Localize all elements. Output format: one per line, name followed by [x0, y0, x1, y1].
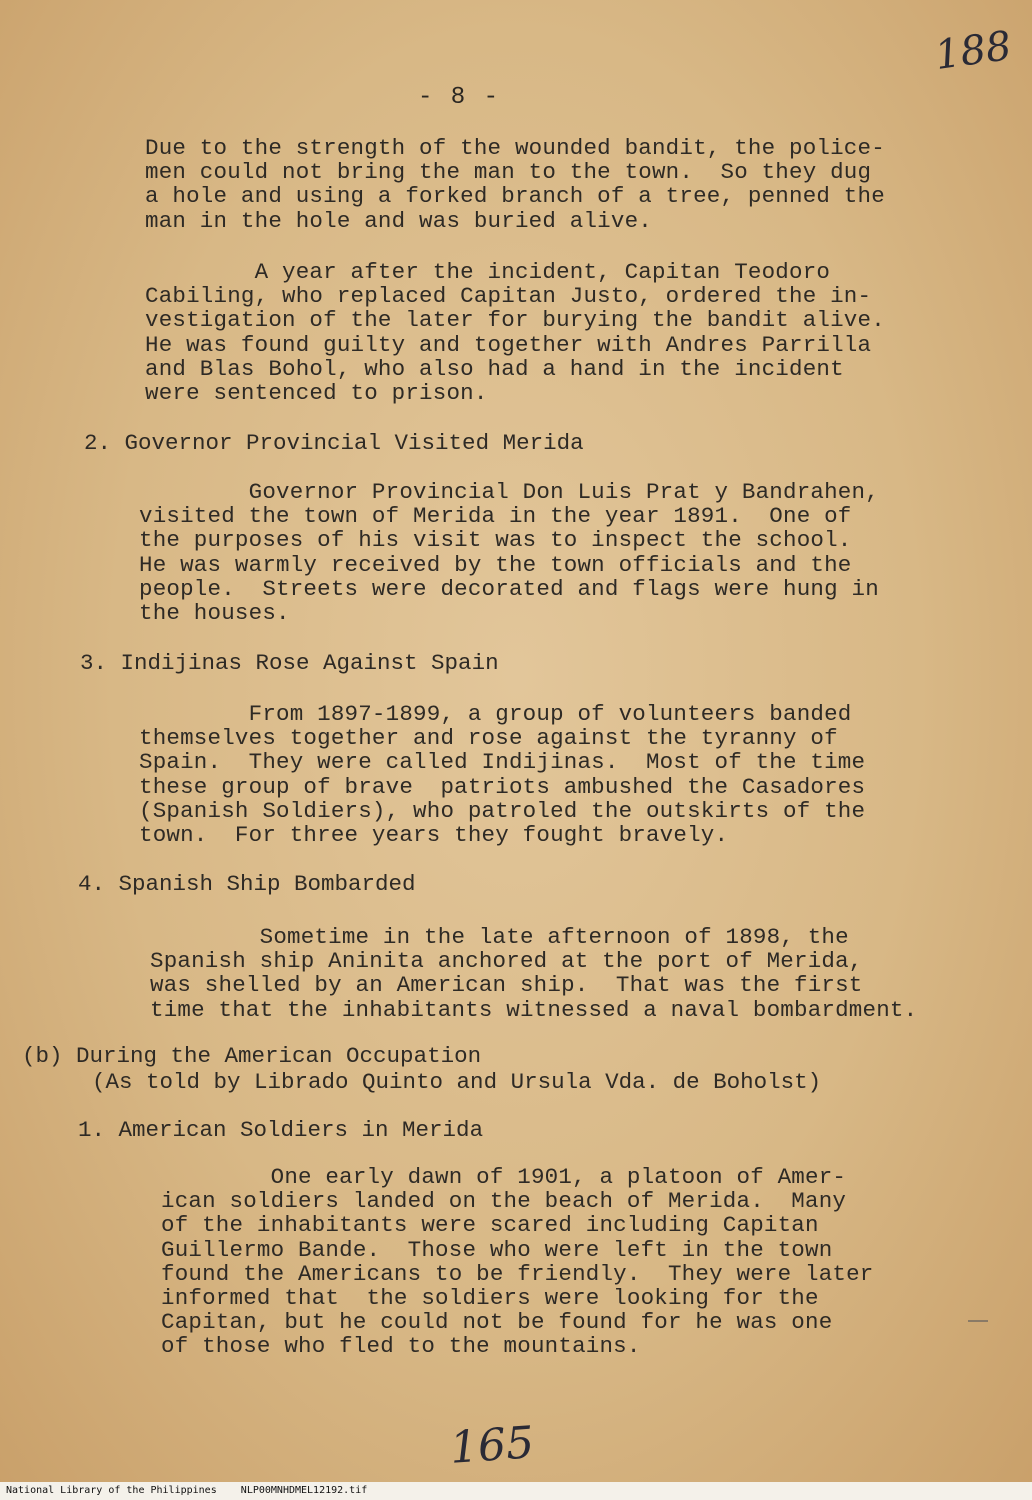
ink-mark	[968, 1320, 988, 1322]
heading-spanish-ship: 4. Spanish Ship Bombarded	[78, 871, 416, 897]
archive-footer: National Library of the Philippines NLP00MNHDMEL12192.tif	[0, 1482, 1032, 1500]
heading-american-occupation: (b) During the American Occupation	[22, 1043, 482, 1069]
paragraph-governor-visit: Governor Provincial Don Luis Prat y Bandrahen, visited the town of Merida in the year 1891. One of the purposes of his visit was to inspect the school. He was warmly received by the town officials and the people. Streets were decorated and flags were hung in the houses.	[139, 479, 879, 627]
source-attribution: (As told by Librado Quinto and Ursula Vda. de Boholst)	[92, 1069, 822, 1095]
paragraph-spanish-ship: Sometime in the late afternoon of 1898, the Spanish ship Aninita anchored at the port of Merida, was shelled by an American ship. That was the first time that the inhabitants witnessed a naval bombardment.	[150, 924, 918, 1023]
heading-american-soldiers: 1. American Soldiers in Merida	[78, 1117, 484, 1143]
paragraph-capitan-cabiling: A year after the incident, Capitan Teodoro Cabiling, who replaced Capitan Justo, ordered the in- vestigation of the later for burying the bandit alive. He was found guilty and together with Andres Parrilla and Blas Bohol, who also had a hand in the incident were sentenced to prison.	[145, 259, 885, 407]
paragraph-american-soldiers: One early dawn of 1901, a platoon of Amer- ican soldiers landed on the beach of Merida. Many of the inhabitants were scared including Capitan Guillermo Bande. Those who were left in the town found the Americans to be friendly. They were later informed that the soldiers were looking for the Capitan, but he could not be found for he was one of those who fled to the mountains.	[161, 1164, 874, 1360]
handwritten-folio-number: 188	[932, 22, 1015, 80]
page-number: - 8 -	[418, 84, 501, 111]
heading-indijinas: 3. Indijinas Rose Against Spain	[80, 650, 499, 676]
heading-governor-visit: 2. Governor Provincial Visited Merida	[84, 430, 584, 456]
paragraph-indijinas: From 1897-1899, a group of volunteers banded themselves together and rose against the tyranny of Spain. They were called Indijinas. Most of the time these group of brave patriots ambushed the Casadores (Spanish Soldiers), who patroled the outskirts of the town. For three years they fought bravely.	[139, 701, 866, 849]
handwritten-page-number: 165	[448, 1417, 536, 1474]
paragraph-bandit-buried: Due to the strength of the wounded bandit, the police- men could not bring the man to the town. So they dug a hole and using a forked branch of a tree, penned the man in the hole and was buried alive.	[145, 135, 885, 234]
